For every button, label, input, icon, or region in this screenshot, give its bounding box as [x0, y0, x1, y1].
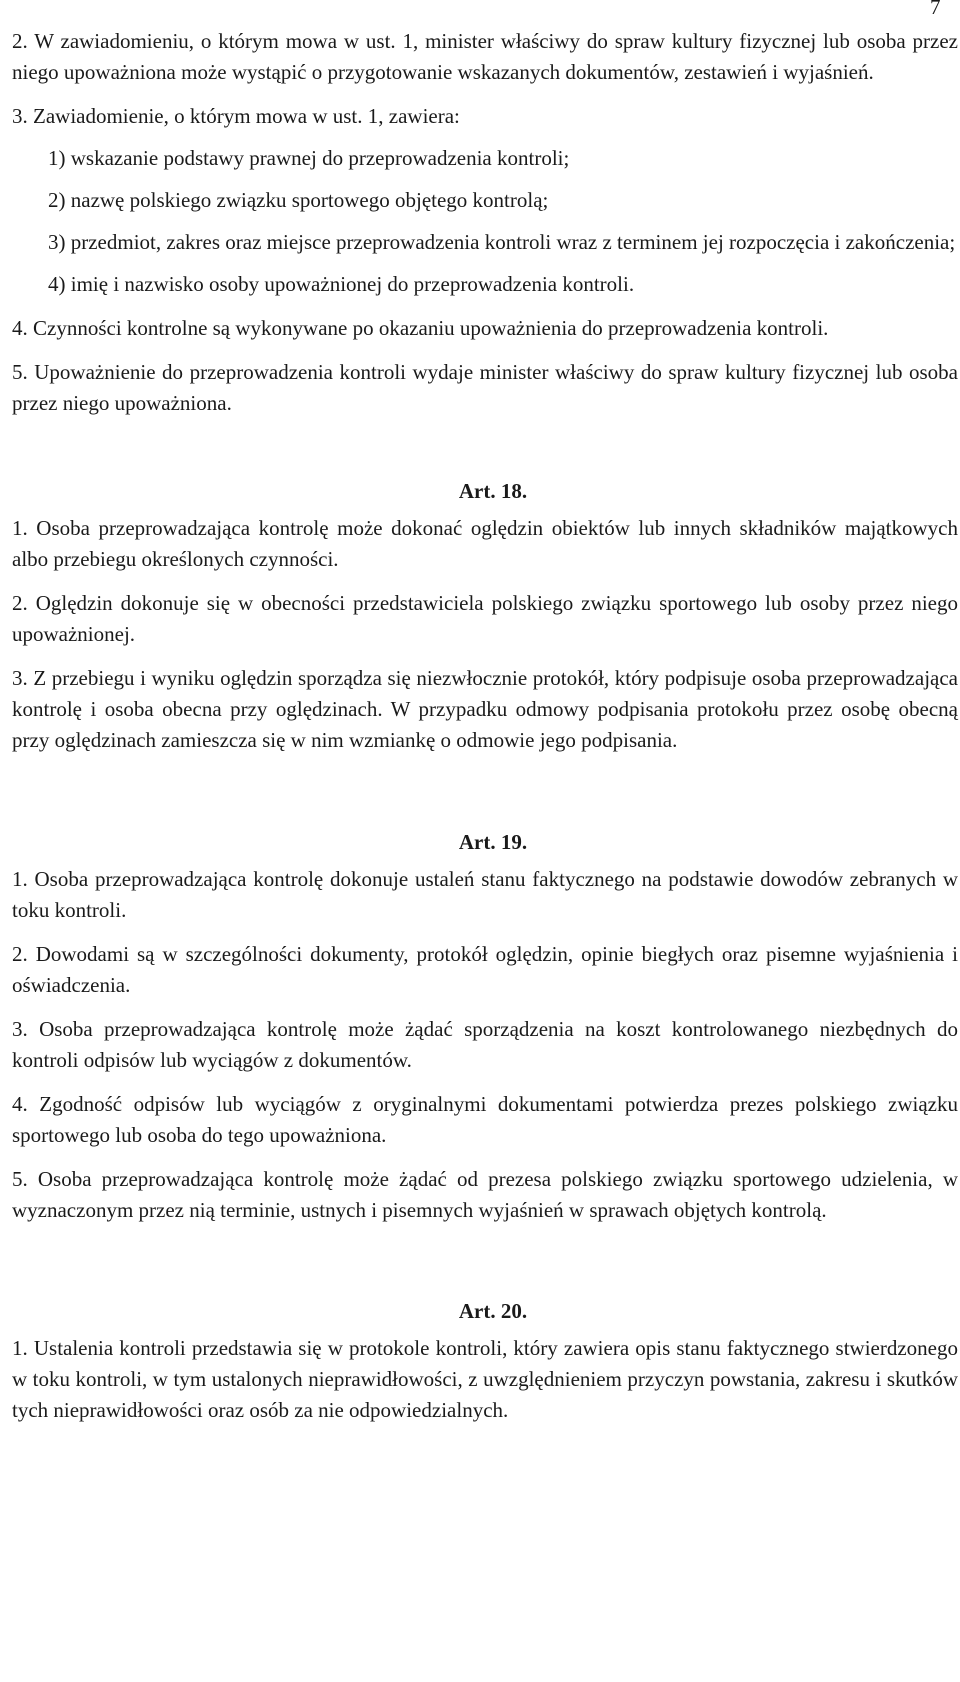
page-number: 7 [930, 0, 941, 19]
article-paragraph: 5. Osoba przeprowadzająca kontrolę może żądać od prezesa polskiego związku sportowego udzielenia, w wyznaczonym przez nią terminie, ustnych i pisemnych wyjaśnień w sprawach objętych kontrolą. [12, 1167, 958, 1222]
document-body [12, 26, 958, 1426]
paragraph-3: 3. Zawiadomienie, o którym mowa w ust. 1, zawiera: [12, 104, 460, 128]
article-paragraph: 3. Osoba przeprowadzająca kontrolę może żądać sporządzenia na koszt kontrolowanego niezbędnych do kontroli odpisów lub wyciągów z dokumentów. [12, 1017, 958, 1072]
paragraph-4: 4. Czynności kontrolne są wykonywane po okazaniu upoważnienia do przeprowadzenia kontroli. [12, 316, 829, 340]
article-paragraph: 4. Zgodność odpisów lub wyciągów z oryginalnymi dokumentami potwierdza prezes polskiego związku sportowego lub osoba do tego upoważniona. [12, 1092, 958, 1147]
article-paragraph: 2. Dowodami są w szczególności dokumenty, protokół oględzin, opinie biegłych oraz pisemne wyjaśnienia i oświadczenia. [12, 942, 958, 997]
paragraph-2: 2. W zawiadomieniu, o którym mowa w ust. 1, minister właściwy do spraw kultury fizycznej lub osoba przez niego upoważniona może wystąpić o przygotowanie wskazanych dokumentów, zestawień i wyjaśnień. [12, 29, 958, 84]
article-paragraph: 1. Osoba przeprowadzająca kontrolę dokonuje ustaleń stanu faktycznego na podstawie dowodów zebranych w toku kontroli. [12, 867, 958, 922]
article-heading: Art. 19. [458, 830, 528, 854]
article-paragraph: 1. Osoba przeprowadzająca kontrolę może dokonać oględzin obiektów lub innych składników majątkowych albo przebiegu określonych czynności. [12, 516, 958, 571]
article-heading: Art. 20. [458, 1299, 528, 1323]
list-item: 2) nazwę polskiego związku sportowego objętego kontrolą; [48, 188, 549, 212]
article-heading: Art. 18. [458, 479, 528, 503]
article-paragraph: 2. Oględzin dokonuje się w obecności przedstawiciela polskiego związku sportowego lub osoby przez niego upoważnionej. [12, 591, 958, 646]
paragraph-5: 5. Upoważnienie do przeprowadzenia kontroli wydaje minister właściwy do spraw kultury fizycznej lub osoba przez niego upoważniona. [12, 360, 958, 415]
list-item: 1) wskazanie podstawy prawnej do przeprowadzenia kontroli; [48, 146, 570, 170]
list-item: 3) przedmiot, zakres oraz miejsce przeprowadzenia kontroli wraz z terminem jej rozpoczęcia i zakończenia; [48, 230, 956, 254]
article-paragraph: 3. Z przebiegu i wyniku oględzin sporządza się niezwłocznie protokół, który podpisuje osoba przeprowadzająca kontrolę i osoba obecna przy oględzinach. W przypadku odmowy podpisania protokołu przez osobę obecną przy oględzinach zamieszcza się w nim wzmiankę o odmowie jego podpisania. [12, 666, 958, 752]
article-paragraph: 1. Ustalenia kontroli przedstawia się w protokole kontroli, który zawiera opis stanu faktycznego stwierdzonego w toku kontroli, w tym ustalonych nieprawidłowości, z uwzględnieniem przyczyn powstania, zakresu i skutków tych nieprawidłowości oraz osób za nie odpowiedzialnych. [12, 1336, 958, 1422]
list-item: 4) imię i nazwisko osoby upoważnionej do przeprowadzenia kontroli. [48, 272, 635, 296]
